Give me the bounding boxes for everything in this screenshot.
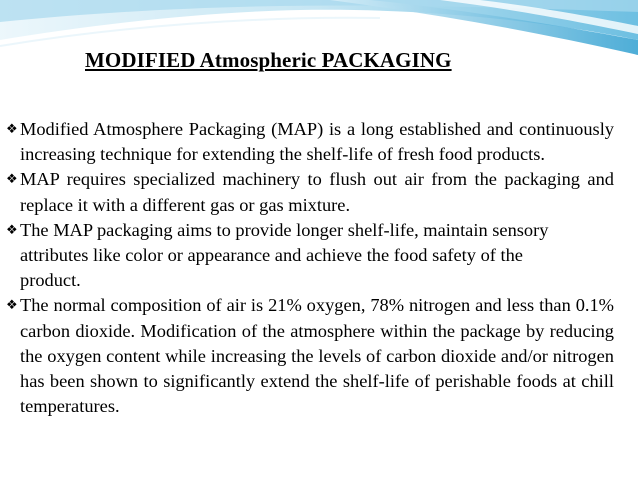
diamond-bullet-icon: ❖ [6,222,18,238]
bullet-text: MAP requires specialized machinery to flush out air from the packaging and replace it with a different gas or gas mixture. [20,169,614,215]
diamond-bullet-icon: ❖ [6,298,18,314]
bullet-list [6,117,614,419]
bullet-text: The normal composition of air is 21% oxygen, 78% nitrogen and less than 0.1% carbon dioxide. Modification of the atmosphere within the package by reducing the oxygen content while increasing the levels of carbon dioxide and/or nitrogen has been shown to significantly extend the shelf-life of perishable foods at chill temperatures. [20,295,614,417]
bullet-text: Modified Atmosphere Packaging (MAP) is a long established and continuously increasing technique for extending the shelf-life of fresh food products. [20,119,614,165]
bullet-item [6,117,614,167]
bullet-text: The MAP packaging aims to provide longer shelf-life, maintain sensory attributes like color or appearance and achieve the food safety of the product. [20,219,549,291]
bullet-item [6,218,614,294]
bullet-item [6,293,614,419]
diamond-bullet-icon: ❖ [6,122,18,137]
diamond-bullet-icon: ❖ [6,172,18,188]
bullet-item [6,167,614,217]
slide-title: MODIFIED Atmospheric PACKAGING [85,48,452,72]
